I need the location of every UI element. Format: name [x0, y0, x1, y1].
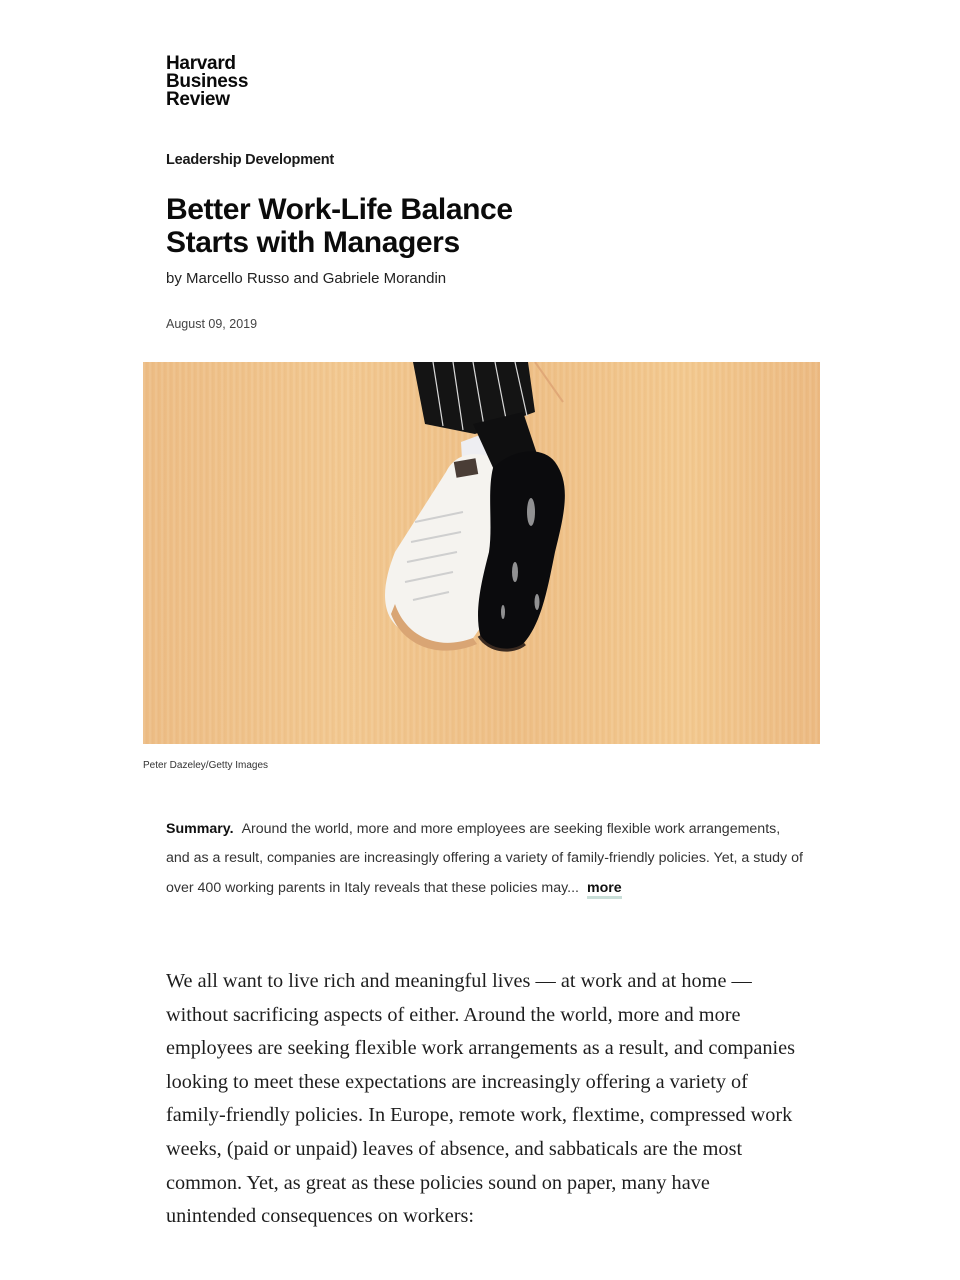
logo-line-harvard: Harvard: [166, 53, 236, 74]
shoes-illustration: [143, 362, 820, 744]
summary-text: Around the world, more and more employees are seeking flexible work arrangements, and as a result, companies are increasingly offering a variety of family-friendly policies. Yet, a study of over 400 working parents in Italy reveals that these policies may...: [166, 821, 803, 896]
article-byline: by Marcello Russo and Gabriele Morandin: [166, 270, 447, 287]
summary-label: Summary.: [166, 821, 234, 837]
article-summary: [166, 815, 806, 903]
hero-image: [143, 362, 820, 744]
image-credit: Peter Dazeley/Getty Images: [143, 760, 269, 771]
logo-line-review: Review: [166, 89, 230, 110]
summary-more-link[interactable]: more: [587, 880, 622, 899]
publish-date: August 09, 2019: [166, 317, 258, 331]
article-title: Better Work-Life Balance Starts with Managers: [166, 193, 513, 259]
hbr-logo[interactable]: [166, 55, 248, 109]
logo-line-business: Business: [166, 71, 249, 92]
topic-link[interactable]: Leadership Development: [166, 152, 335, 168]
article-body-paragraph: We all want to live rich and meaningful lives — at work and at home — without sacrificing aspects of either. Around the world, more and more employees are seeking flexible work arrangements as a result, and companies looking to meet these expectations are increasingly offering a variety of family-friendly policies. In Europe, remote work, flextime, compressed work weeks, (paid or unpaid) leaves of absence, and sabbaticals are the most common. Yet, as great as these policies sound on paper, many have unintended consequences on workers:: [166, 970, 796, 1228]
